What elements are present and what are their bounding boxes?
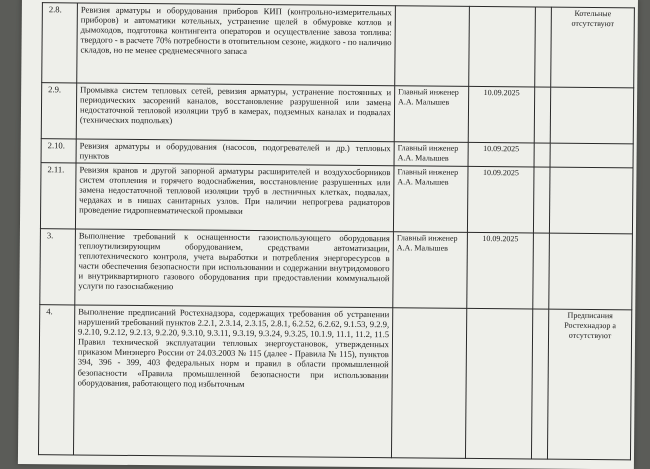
note-cell [549,167,633,234]
work-description: Ревизия кранов и другой запорной арматуры расширителей и воздухосборников систем отопления и горячего водоснабжения, восстановление разрушенных или замена недостаточной тепловой изоляции труб в лестничных клетках, подвалах, чердаках и в нишах санитарных узлов. При наличии непрогрева радиаторов проведение гидропневматической промывки [75,163,394,232]
responsible-cell [391,308,466,459]
work-description: Промывка систем тепловых сетей, ревизия арматуры, устранение постоянных и периодических засорений каналов, восстановление разрушенной или замена недостаточной тепловой изоляции труб в камерах, подземных каналах и подвалах (технических подпольях) [76,83,394,142]
date-cell: 10.09.2025 [467,232,534,309]
row-number: 4. [38,305,74,455]
row-number: 2.8. [42,3,78,83]
empty-cell [531,309,548,459]
table-row [41,83,633,144]
note-cell [549,233,633,310]
plan-table [38,2,635,460]
table-row [40,229,633,310]
table-row [40,163,633,234]
row-number: 2.10. [41,139,76,163]
row-number: 2.11. [40,163,76,229]
empty-cell [533,233,550,309]
work-description: Ревизия арматуры и оборудования (насосов, подогревателей и др.) тепловых пунктов [76,139,394,166]
empty-cell [535,7,552,87]
empty-cell [534,87,550,143]
work-description: Выполнение требований к оснащенности газоиспользующего оборудования теплоутилизирующим оборудованием, средствами автоматизации, теплотехнического контроля, учета выработки и потребления энергоресурсов в части обеспечения безопасности при использовании и содержании внутридомового и внутриквартирного газового оборудования при предоставлении коммунальной услуги по газоснабжению [75,229,394,308]
empty-cell [533,167,550,233]
row-number: 3. [40,229,76,305]
date-cell: 10.09.2025 [467,166,534,233]
table-row [38,305,631,460]
work-description: Ревизия арматуры и оборудования приборов КИП (контрольно-измерительных приборов) и автоматики котельных, устранение щелей в обмуровке котлов и дымоходов, подготовка контингента операторов и осуществление завоза топлива: твердого - в расчете 70% потребности в отопительном сезоне, жидкого - по наличию складов, но не менее среднемесячного запаса [77,3,396,86]
date-cell [469,6,536,87]
responsible-cell: Главный инженер А.А. Малышев [394,86,468,143]
note-cell: Предписания Ростехнадзор а отсутствуют [547,309,631,460]
date-cell [465,308,532,459]
note-cell: Котельные отсутствуют [551,7,635,88]
date-cell: 10.09.2025 [468,86,534,143]
note-cell [550,87,633,144]
row-number: 2.9. [41,83,76,139]
table-row [42,3,635,88]
empty-cell [534,143,550,167]
responsible-cell: Главный инженер А.А. Малышев [393,232,468,309]
responsible-cell: Главный инженер А.А. Малышев [393,166,468,233]
date-cell: 10.09.2025 [468,142,534,167]
responsible-cell [395,6,470,87]
note-cell [550,143,633,168]
document-page [18,0,638,469]
work-description: Выполнение предписаний Ростехнадзора, содержащих требования об устранении нарушений требований пунктов 2.2.1, 2.3.14, 2.3.15, 2.8.1, 6.2.52, 6.2.62, 9.1.53, 9.2.9, 9.2.10, 9.2.12, 9.2.13, 9.2.20, 9.3.10, 9.3.11, 9.3.19, 9.3.24, 9.3.25, 10.1.9, 11.1, 11.2, 11.5 Правил технической эксплуатации тепловых энергоустановок, утвержденных приказом Минэнерго России от 24.03.2003 № 115 (далее - Правила № 115), пунктов 394, 396 - 399, 403 федеральных норм и правил в области промышленной безопасности «Правила промышленной безопасности при использовании оборудования, работающего под избыточным [73,305,392,458]
responsible-cell: Главный инженер А.А. Малышев [394,142,468,167]
